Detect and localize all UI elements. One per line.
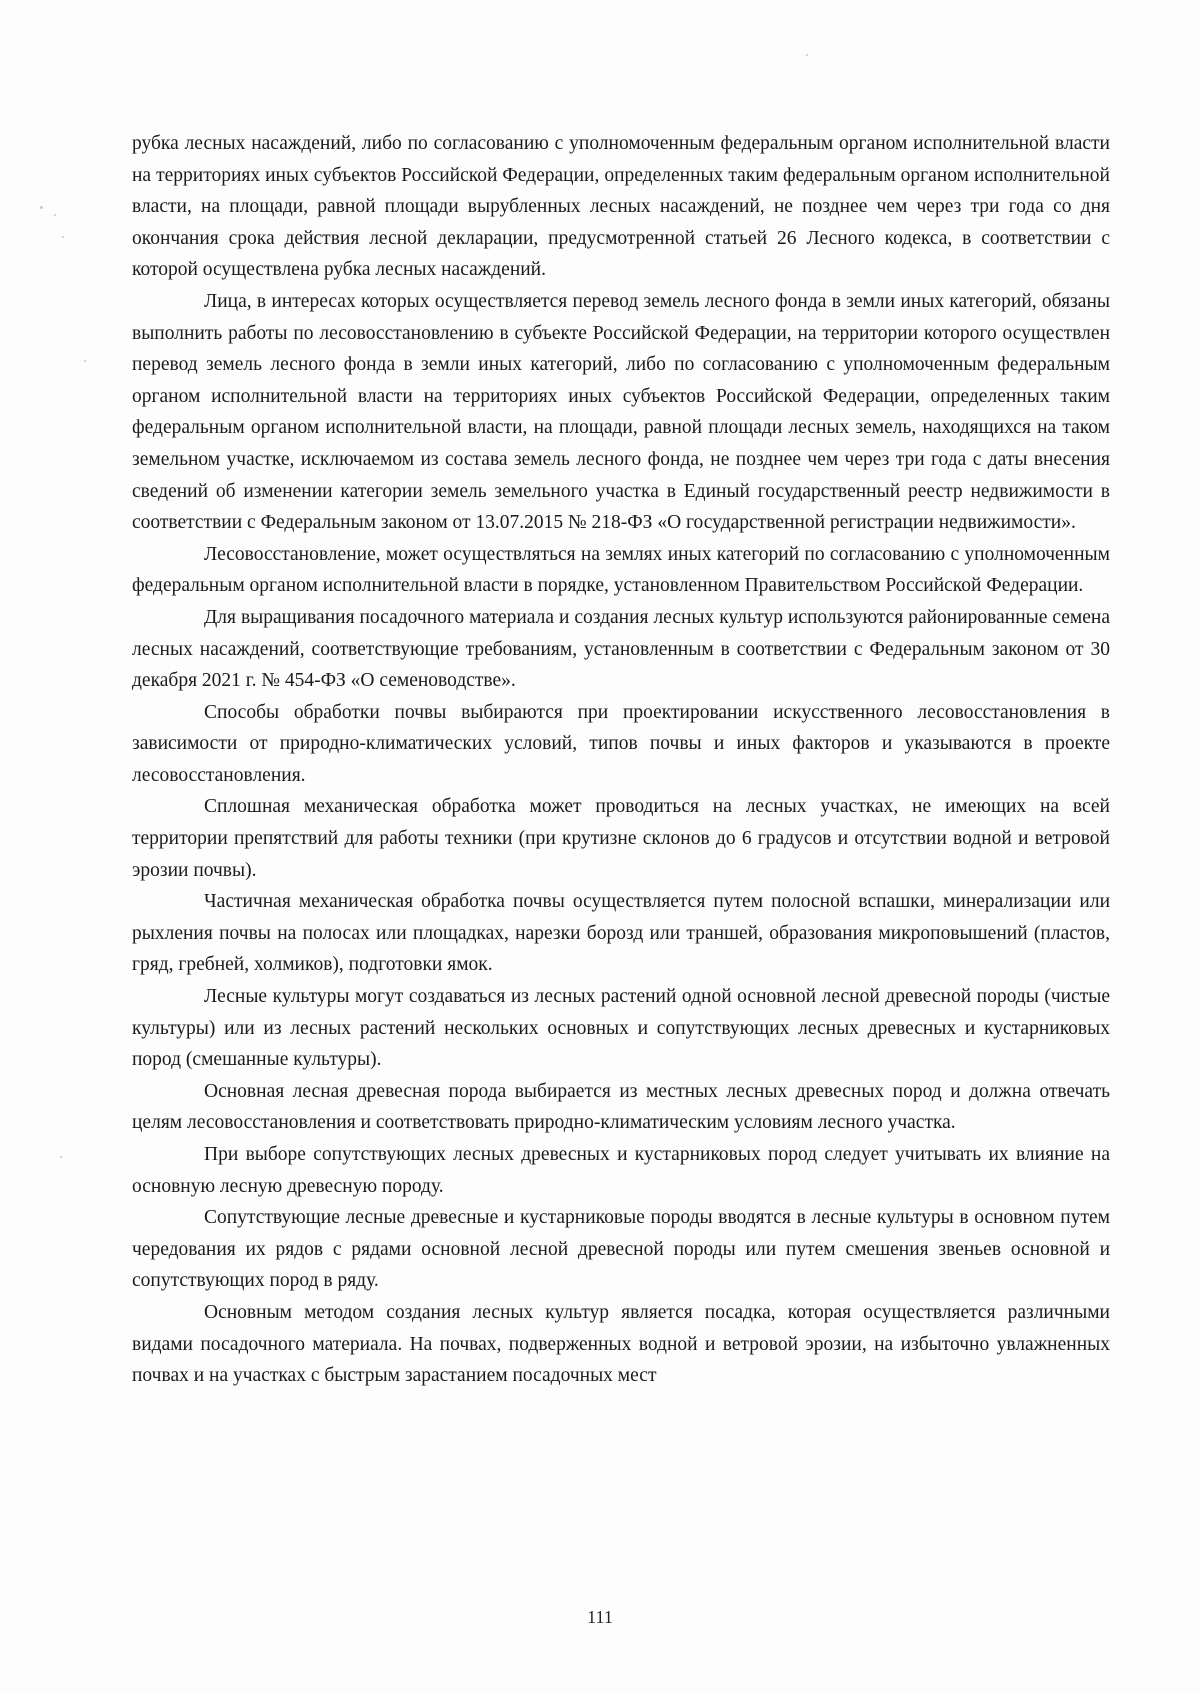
- scan-speck: [40, 206, 43, 209]
- paragraph: Для выращивания посадочного материала и создания лесных культур используются районированные семена лесных насаждений, соответствующие требованиям, установленным в соответствии с Федеральным законом от 30 декабря 2021 г. № 454-ФЗ «О семеноводстве».: [132, 606, 1110, 692]
- paragraph: Лица, в интересах которых осуществляется перевод земель лесного фонда в земли иных категорий, обязаны выполнить работы по лесовосстановлению в субъекте Российской Федерации, на территории которого осуществлен перевод земель лесного фонда в земли иных категорий, либо по согласованию с уполномоченным федеральным органом исполнительной власти на территориях иных субъектов Российской Федерации, определенных таким федеральным органом исполнительной власти, на площади, равной площади лесных земель, находящихся на таком земельном участке, исключаемом из состава земель лесного фонда, не позднее чем через три года с даты внесения сведений об изменении категории земель земельного участка в Единый государственный реестр недвижимости в соответствии с Федеральным законом от 13.07.2015 № 218-ФЗ «О государственной регистрации недвижимости».: [132, 290, 1110, 534]
- scan-speck: [60, 1156, 62, 1158]
- scan-speck: [84, 360, 86, 362]
- scan-speck: [806, 54, 808, 56]
- document-body: [132, 128, 1110, 1392]
- paragraph: Основным методом создания лесных культур является посадка, которая осуществляется различными видами посадочного материала. На почвах, подверженных водной и ветровой эрозии, на избыточно увлажненных почвах и на участках с быстрым зарастанием посадочных мест: [132, 1301, 1110, 1387]
- page-number: 111: [587, 1607, 613, 1627]
- paragraph: Сплошная механическая обработка может проводиться на лесных участках, не имеющих на всей территории препятствий для работы техники (при крутизне склонов до 6 градусов и отсутствии водной и ветровой эрозии почвы).: [132, 796, 1110, 881]
- paragraph: рубка лесных насаждений, либо по согласованию с уполномоченным федеральным органом исполнительной власти на территориях иных субъектов Российской Федерации, определенных таким федеральным органом исполнительной власти, на площади, равной площади вырубленных лесных насаждений, не позднее чем через три года со дня окончания срока действия лесной декларации, предусмотренной статьей 26 Лесного кодекса, в соответствии с которой осуществлена рубка лесных насаждений.: [132, 133, 1110, 281]
- scan-speck: [54, 214, 56, 216]
- paragraph: Частичная механическая обработка почвы осуществляется путем полосной вспашки, минерализации или рыхления почвы на полосах или площадках, нарезки борозд или траншей, образования микроповышений (пластов, гряд, гребней, холмиков), подготовки ямок.: [132, 891, 1110, 976]
- scan-speck: [62, 236, 64, 238]
- paragraph: Лесные культуры могут создаваться из лесных растений одной основной лесной древесной породы (чистые культуры) или из лесных растений нескольких основных и сопутствующих лесных древесных и кустарниковых пород (смешанные культуры).: [132, 986, 1110, 1071]
- paragraph: При выборе сопутствующих лесных древесных и кустарниковых пород следует учитывать их влияние на основную лесную древесную породу.: [132, 1144, 1110, 1197]
- paragraph: Сопутствующие лесные древесные и кустарниковые породы вводятся в лесные культуры в основном путем чередования их рядов с рядами основной лесной древесной породы или путем смешения звеньев основной и сопутствующих пород в ряду.: [132, 1207, 1110, 1292]
- paragraph: Способы обработки почвы выбираются при проектировании искусственного лесовосстановления в зависимости от природно-климатических условий, типов почвы и иных факторов и указываются в проекте лесовосстановления.: [132, 701, 1110, 786]
- paragraph: Основная лесная древесная порода выбирается из местных лесных древесных пород и должна отвечать целям лесовосстановления и соответствовать природно-климатическим условиям лесного участка.: [132, 1080, 1110, 1134]
- paragraph: Лесовосстановление, может осуществляться на землях иных категорий по согласованию с уполномоченным федеральным органом исполнительной власти в порядке, установленном Правительством Российской Федерации.: [132, 543, 1110, 597]
